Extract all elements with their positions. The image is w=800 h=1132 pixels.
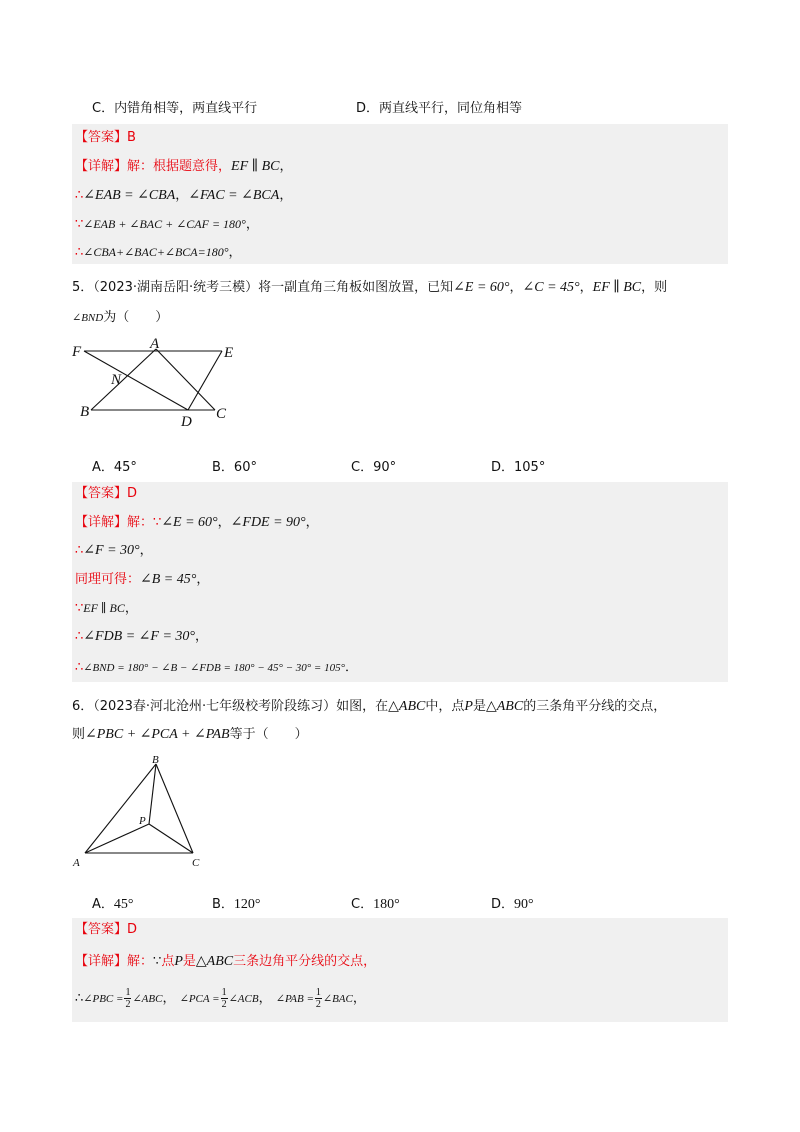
math-expr: ∠E = 60°	[161, 515, 218, 530]
detail-line-4	[75, 597, 138, 619]
option-label: B．	[212, 897, 234, 912]
punct: ，	[228, 245, 242, 260]
fraction-half	[315, 987, 322, 1010]
detail-line-4	[75, 241, 242, 263]
q4-option-c: C．内错角相等，两直线平行	[92, 101, 258, 116]
label-b: B	[80, 404, 90, 420]
math-expr: EF ∥ BC	[83, 601, 125, 615]
q6-figure	[68, 752, 208, 868]
answer-tag: 【答案】	[75, 130, 128, 145]
answer-value: D	[127, 486, 138, 501]
math-expr: ∠PBC + ∠PCA + ∠PAB	[85, 727, 230, 742]
punct: ，	[196, 572, 210, 587]
segment-ed	[188, 351, 222, 410]
stem-text: 是	[472, 699, 486, 714]
math-expr: ∠ABC	[132, 993, 163, 1005]
q6-option-b	[212, 893, 261, 913]
math-expr: EF ∥ BC	[231, 159, 280, 174]
therefore-symbol: ∴	[75, 188, 84, 203]
label-f: F	[72, 344, 82, 360]
segment-ab	[91, 349, 156, 410]
stem-text: 如图，在	[336, 699, 389, 714]
detail-line-1	[75, 951, 376, 973]
detail-text: 解：	[127, 515, 154, 530]
option-value: 90°	[514, 897, 534, 912]
stem-text: 的三条角平分线的交点，	[523, 699, 667, 714]
q5-option-a: A．45°	[92, 460, 137, 475]
punct: ，	[579, 280, 593, 295]
q5-option-b: B．60°	[212, 460, 257, 475]
math-expr: ∠FDB = ∠F = 30°	[83, 629, 196, 644]
detail-text: 解：根据题意得，	[127, 159, 232, 174]
option-value: 180°	[373, 897, 400, 912]
detail-line-1	[75, 512, 319, 534]
detail-tag: 【详解】	[75, 515, 128, 530]
math-expr: ∠BAC	[322, 993, 353, 1005]
math-expr: EF ∥ BC	[592, 280, 642, 295]
math-expr: ∠PCA =	[179, 993, 220, 1005]
punct: ，	[195, 629, 209, 644]
option-label: A．	[92, 897, 114, 912]
q6-option-d	[491, 893, 534, 913]
punct: ，	[305, 515, 319, 530]
stem-text: 则	[72, 727, 86, 742]
q5-figure	[70, 334, 250, 430]
punct: ，	[258, 991, 272, 1006]
fraction-numerator: 1	[125, 987, 131, 998]
math-expr: ∠PAB =	[275, 993, 314, 1005]
answer-tag: 【答案】	[75, 486, 128, 501]
stem-text: 等于（ ）	[229, 727, 308, 742]
math-expr: P	[464, 699, 473, 714]
q5-option-d: D．105°	[491, 460, 546, 475]
q5-stem-line-2	[72, 306, 168, 325]
detail-line-2	[75, 540, 153, 562]
math-expr: △ABC	[388, 699, 426, 714]
math-expr: ∠FDE = 90°	[230, 515, 306, 530]
label-a: A	[150, 336, 160, 352]
question-number: 5．	[72, 280, 94, 295]
punct: ．	[345, 660, 359, 675]
q6-stem-line-2	[72, 723, 308, 743]
math-expr: ∠EAB = ∠CBA	[83, 188, 176, 203]
fraction-half	[221, 987, 228, 1010]
math-expr: ∠FAC = ∠BCA	[188, 188, 280, 203]
fraction-numerator: 1	[221, 987, 227, 998]
label-a: A	[73, 857, 80, 868]
label-n: N	[111, 372, 122, 388]
fraction-denominator: 2	[221, 999, 227, 1010]
question-number: 6．	[72, 699, 94, 714]
math-expr: ∠BND = 180° − ∠B − ∠FDB = 180° − 45° − 30° = 105°	[83, 662, 345, 674]
math-expr: ∠BND	[72, 312, 104, 324]
detail-line-5	[75, 626, 208, 648]
because-symbol: ∵	[153, 515, 162, 530]
punct: ，	[352, 991, 366, 1006]
detail-tag: 【详解】	[75, 159, 128, 174]
stem-text: 为（ ）	[103, 310, 169, 325]
stem-text: 将一副直角三角板如图放置，已知	[258, 280, 454, 295]
option-label: D．	[491, 897, 515, 912]
fraction-denominator: 2	[125, 999, 131, 1010]
question-source: （2023春·河北沧州·七年级校考阶段练习）	[93, 699, 337, 714]
math-expr: ∠PBC =	[83, 993, 124, 1005]
label-c: C	[192, 857, 200, 868]
q6-stem-line-1	[72, 695, 666, 715]
q5-stem-line-1	[72, 276, 667, 296]
detail-line-2	[75, 185, 292, 207]
option-value: 120°	[233, 897, 261, 912]
segment-bc	[156, 764, 193, 853]
math-expr: ∠CBA+∠BAC+∠BCA=180°	[83, 245, 229, 259]
detail-text: 是	[182, 954, 196, 969]
math-expr: ∠ACB	[228, 993, 259, 1005]
math-expr: ∠C = 45°	[522, 280, 580, 295]
question-source: （2023·湖南岳阳·统考三模）	[93, 280, 259, 295]
fraction-half	[124, 987, 131, 1010]
answer-box-q4	[72, 124, 728, 264]
therefore-symbol: ∴	[75, 543, 84, 558]
punct: ，	[245, 217, 259, 232]
math-expr: △ABC	[485, 699, 524, 714]
segment-fd	[84, 351, 188, 410]
detail-text: 同理可得：	[75, 572, 141, 587]
fraction-denominator: 2	[315, 999, 321, 1010]
detail-line-2	[75, 982, 366, 1016]
math-expr: ∠B = 45°	[140, 572, 197, 587]
therefore-symbol: ∴	[75, 629, 84, 644]
detail-tag: 【详解】	[75, 954, 128, 969]
segment-ab	[85, 764, 156, 853]
answer-line	[75, 483, 137, 505]
answer-value: B	[127, 130, 136, 145]
therefore-symbol: ∴	[75, 991, 84, 1006]
math-expr: △ABC	[195, 954, 234, 969]
q6-option-c	[351, 893, 400, 913]
punct: ，	[175, 188, 189, 203]
option-label: C．	[351, 897, 374, 912]
segment-bp	[149, 764, 156, 824]
segment-ap	[85, 824, 149, 853]
detail-line-1	[75, 156, 293, 178]
answer-value: D	[127, 922, 138, 937]
detail-text: 解：	[127, 954, 154, 969]
label-e: E	[224, 345, 234, 361]
detail-line-6	[75, 657, 358, 679]
because-symbol: ∵	[75, 601, 84, 616]
math-expr: ∠EAB + ∠BAC + ∠CAF = 180°	[83, 217, 246, 231]
math-expr: P	[174, 954, 183, 969]
fraction-numerator: 1	[315, 987, 321, 998]
therefore-symbol: ∴	[75, 660, 84, 675]
punct: ，	[279, 188, 293, 203]
detail-text: 三条边角平分线的交点，	[233, 954, 377, 969]
punct: ，	[217, 515, 231, 530]
answer-box-q5	[72, 482, 728, 682]
detail-line-3	[75, 213, 259, 235]
answer-line	[75, 127, 136, 149]
punct: ，	[139, 543, 153, 558]
answer-box-q6	[72, 918, 728, 1022]
because-symbol: ∵	[153, 954, 162, 969]
detail-text: 点	[161, 954, 175, 969]
stem-text: 中，点	[425, 699, 465, 714]
punct: ，	[279, 159, 293, 174]
q5-option-c: C．90°	[351, 460, 397, 475]
q4-option-d: D．两直线平行，同位角相等	[356, 101, 523, 116]
label-p: P	[139, 815, 146, 827]
stem-text: ，则	[641, 280, 668, 295]
therefore-symbol: ∴	[75, 245, 84, 260]
math-expr: ∠F = 30°	[83, 543, 140, 558]
because-symbol: ∵	[75, 217, 84, 232]
punct: ，	[509, 280, 523, 295]
punct: ，	[124, 601, 138, 616]
label-b: B	[152, 754, 159, 766]
answer-line	[75, 919, 137, 941]
detail-line-3	[75, 569, 209, 591]
punct: ，	[162, 991, 176, 1006]
math-expr: ∠E = 60°	[453, 280, 510, 295]
q6-option-a	[92, 893, 134, 913]
option-value: 45°	[113, 897, 134, 912]
label-c: C	[216, 406, 227, 422]
answer-tag: 【答案】	[75, 922, 128, 937]
label-d: D	[181, 414, 192, 430]
